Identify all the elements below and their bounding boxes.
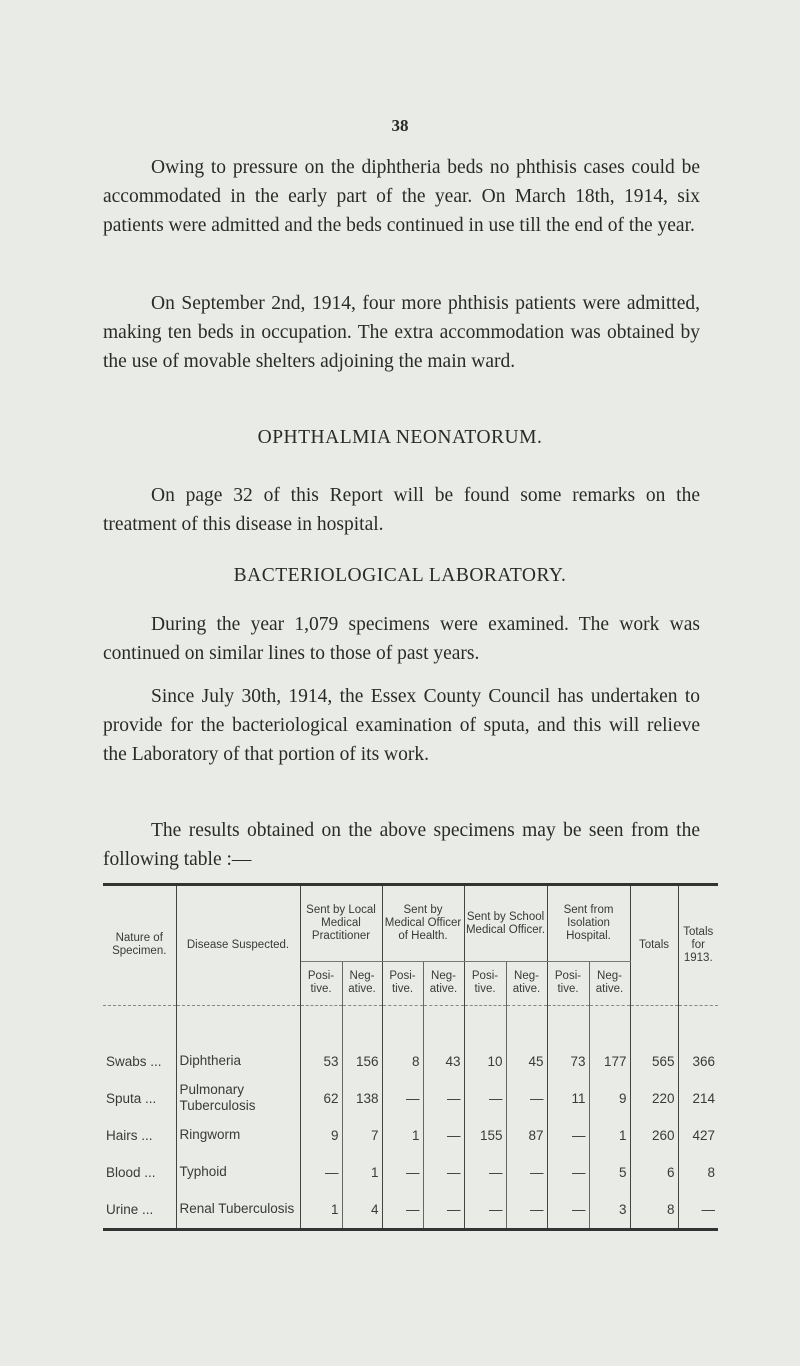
results-table: [103, 883, 718, 1231]
header-local-practitioner: Sent by Local Medical Practitioner: [300, 885, 382, 962]
value-cell: 10: [464, 1043, 506, 1080]
table-row: [103, 1043, 718, 1080]
value-cell: —: [547, 1191, 589, 1230]
header-totals: Totals: [630, 885, 678, 1005]
header-negative: Neg- ative.: [342, 962, 382, 1005]
header-positive: Posi- tive.: [464, 962, 506, 1005]
paragraph-phthisis-patients: On September 2nd, 1914, four more phthisis patients were admitted, making ten beds in occupation. The extra accommodation was obtained by the use of movable shelters adjoining the main ward.: [103, 293, 700, 372]
table-row: [103, 1154, 718, 1191]
header-negative: Neg- ative.: [423, 962, 464, 1005]
value-cell: 43: [423, 1043, 464, 1080]
value-cell: —: [382, 1080, 423, 1117]
value-cell: 177: [589, 1043, 630, 1080]
header-nature: Nature of Specimen.: [103, 885, 176, 1005]
total-cell: 220: [630, 1080, 678, 1117]
value-cell: 73: [547, 1043, 589, 1080]
header-positive: Posi- tive.: [547, 962, 589, 1005]
value-cell: —: [382, 1191, 423, 1230]
value-cell: 53: [300, 1043, 342, 1080]
paragraph-results-intro: The results obtained on the above specimens may be seen from the following table :—: [103, 820, 700, 870]
value-cell: 62: [300, 1080, 342, 1117]
nature-cell: Blood ...: [103, 1154, 176, 1191]
value-cell: —: [423, 1191, 464, 1230]
value-cell: 7: [342, 1117, 382, 1154]
value-cell: —: [423, 1080, 464, 1117]
value-cell: —: [506, 1080, 547, 1117]
value-cell: —: [547, 1117, 589, 1154]
value-cell: 4: [342, 1191, 382, 1230]
disease-cell: Renal Tuberculosis: [176, 1191, 300, 1230]
total-cell: 565: [630, 1043, 678, 1080]
value-cell: —: [300, 1154, 342, 1191]
value-cell: —: [464, 1080, 506, 1117]
table-row: [103, 1117, 718, 1154]
value-cell: 156: [342, 1043, 382, 1080]
total-1913-cell: —: [701, 1201, 715, 1217]
value-cell: 155: [464, 1117, 506, 1154]
value-cell: 1: [589, 1117, 630, 1154]
heading-bacteriological-laboratory: BACTERIOLOGICAL LABORATORY.: [233, 565, 567, 586]
header-positive: Posi- tive.: [382, 962, 423, 1005]
total-1913-cell: 214: [692, 1090, 715, 1106]
total-cell: 6: [630, 1154, 678, 1191]
total-1913-cell: 366: [692, 1053, 715, 1069]
page-number: 38: [391, 116, 409, 135]
nature-cell: Sputa ...: [103, 1080, 176, 1117]
value-cell: —: [423, 1117, 464, 1154]
value-cell: 3: [589, 1191, 630, 1230]
header-totals-1913: Totals for 1913.: [683, 925, 714, 964]
value-cell: 8: [382, 1043, 423, 1080]
value-cell: —: [423, 1154, 464, 1191]
header-medical-officer: Sent by Medical Officer of Health.: [382, 885, 464, 962]
value-cell: —: [464, 1154, 506, 1191]
heading-ophthalmia: OPHTHALMIA NEONATORUM.: [257, 427, 543, 448]
paragraph-ophthalmia: On page 32 of this Report will be found some remarks on the treatment of this disease in hospital.: [103, 485, 700, 535]
header-positive: Posi- tive.: [300, 962, 342, 1005]
value-cell: —: [547, 1154, 589, 1191]
value-cell: 1: [382, 1117, 423, 1154]
paragraph-essex-council: Since July 30th, 1914, the Essex County Council has undertaken to provide for the bacteriological examination of sputa, and this will relieve the Laboratory of that portion of its work.: [103, 686, 700, 765]
total-1913-cell: 427: [692, 1127, 715, 1143]
header-isolation-hospital: Sent from Isolation Hospital.: [547, 885, 630, 962]
paragraph-specimens-examined: During the year 1,079 specimens were examined. The work was continued on similar lines to those of past years.: [103, 614, 700, 664]
disease-cell: Pulmonary Tuberculosis: [176, 1080, 300, 1117]
disease-cell: Diphtheria: [176, 1043, 300, 1080]
nature-cell: Swabs ...: [103, 1043, 176, 1080]
value-cell: —: [506, 1154, 547, 1191]
table-row: [103, 1191, 718, 1230]
total-cell: 260: [630, 1117, 678, 1154]
disease-cell: Typhoid: [176, 1154, 300, 1191]
value-cell: 9: [589, 1080, 630, 1117]
paragraph-diphtheria-beds: Owing to pressure on the diphtheria beds no phthisis cases could be accommodated in the early part of the year. On March 18th, 1914, six patients were admitted and the beds continued in use till the end of the year.: [103, 157, 700, 236]
total-cell: 8: [630, 1191, 678, 1230]
header-school-officer: Sent by School Medical Officer.: [464, 885, 547, 962]
header-negative: Neg- ative.: [589, 962, 630, 1005]
value-cell: 1: [342, 1154, 382, 1191]
nature-cell: Urine ...: [103, 1191, 176, 1230]
value-cell: 87: [506, 1117, 547, 1154]
header-disease: Disease Suspected.: [176, 885, 300, 1005]
value-cell: —: [382, 1154, 423, 1191]
table-row: [103, 1080, 718, 1117]
value-cell: 5: [589, 1154, 630, 1191]
value-cell: 1: [300, 1191, 342, 1230]
disease-cell: Ringworm: [176, 1117, 300, 1154]
value-cell: —: [464, 1191, 506, 1230]
value-cell: 11: [547, 1080, 589, 1117]
value-cell: —: [506, 1191, 547, 1230]
value-cell: 45: [506, 1043, 547, 1080]
value-cell: 138: [342, 1080, 382, 1117]
total-1913-cell: 8: [707, 1164, 715, 1180]
header-negative: Neg- ative.: [506, 962, 547, 1005]
nature-cell: Hairs ...: [103, 1117, 176, 1154]
value-cell: 9: [300, 1117, 342, 1154]
